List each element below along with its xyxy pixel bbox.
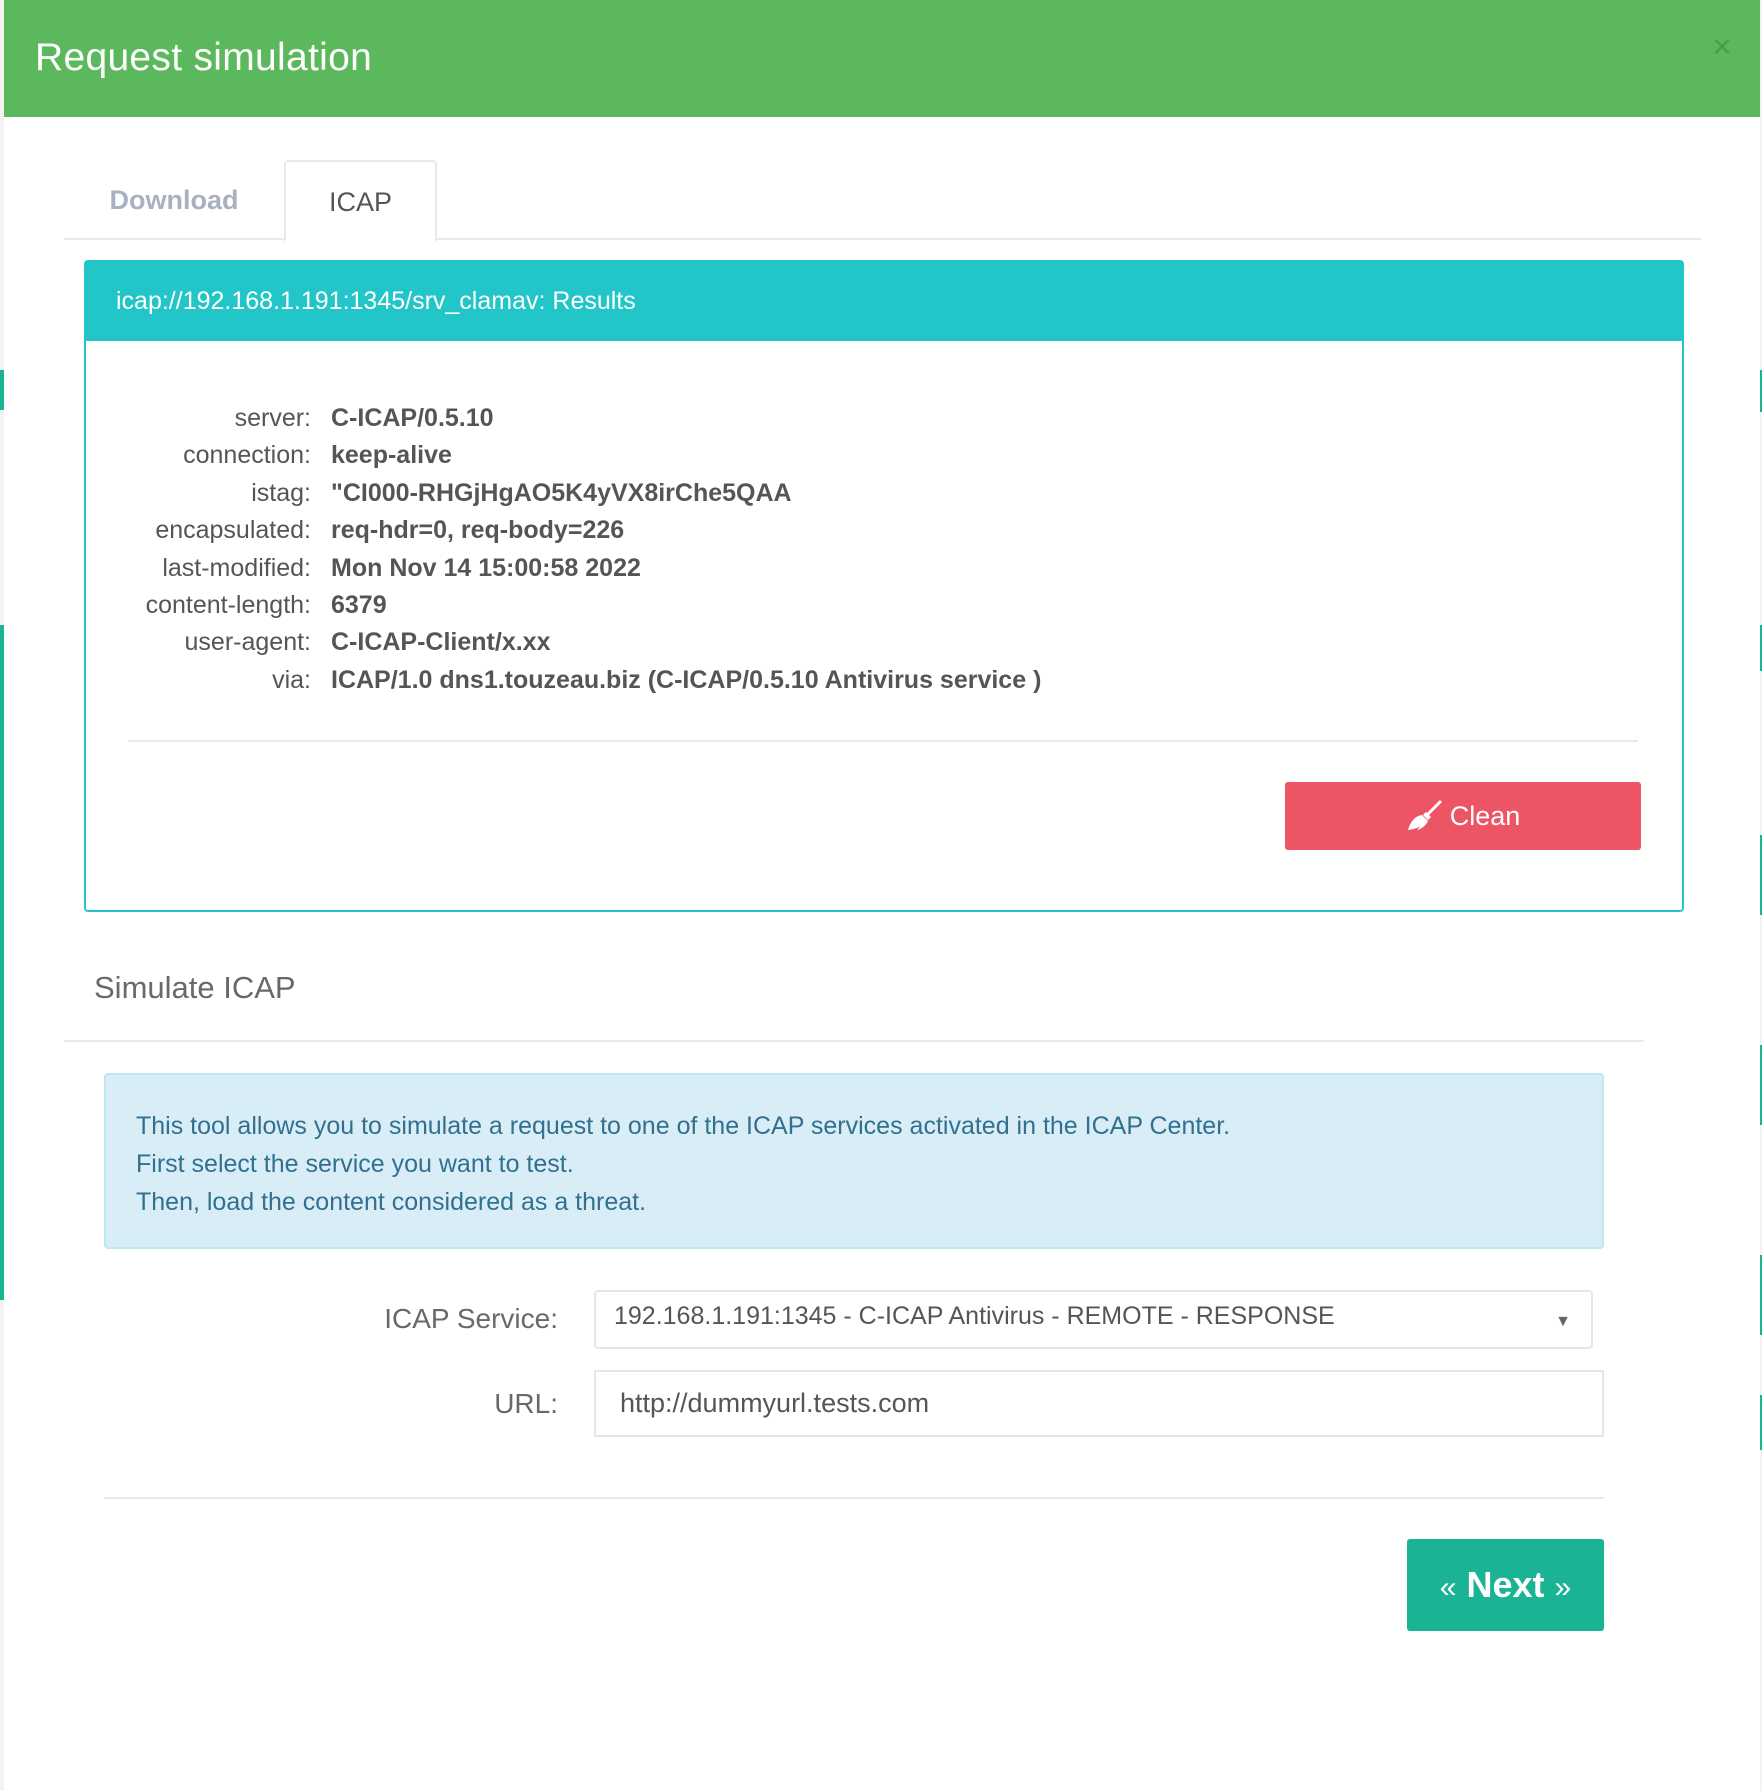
field-value: Mon Nov 14 15:00:58 2022 bbox=[331, 553, 641, 582]
field-value: C-ICAP-Client/x.xx bbox=[331, 628, 551, 657]
icap-service-selected-value: 192.168.1.191:1345 - C-ICAP Antivirus - REMOTE - RESPONSE bbox=[614, 1302, 1335, 1330]
modal-header bbox=[4, 0, 1760, 117]
field-key: last-modified: bbox=[162, 553, 311, 582]
icap-service-select[interactable] bbox=[594, 1290, 1593, 1349]
info-alert bbox=[104, 1073, 1604, 1249]
section-title: Simulate ICAP bbox=[94, 970, 296, 1005]
tab-download[interactable]: Download bbox=[109, 185, 239, 215]
clean-button[interactable] bbox=[1285, 782, 1641, 850]
field-value: "CI000-RHGjHgAO5K4yVX8irChe5QAA bbox=[331, 478, 792, 507]
field-key: user-agent: bbox=[184, 628, 311, 657]
icap-service-label: ICAP Service: bbox=[384, 1303, 558, 1334]
close-icon[interactable]: × bbox=[1712, 28, 1732, 66]
field-key: connection: bbox=[183, 441, 311, 470]
field-key: encapsulated: bbox=[155, 516, 311, 545]
field-value: 6379 bbox=[331, 590, 387, 619]
field-value: keep-alive bbox=[331, 441, 452, 470]
divider bbox=[128, 740, 1638, 742]
info-line: First select the service you want to test. bbox=[136, 1150, 574, 1178]
table-row bbox=[86, 475, 1086, 512]
divider bbox=[104, 1497, 1604, 1499]
tab-icap[interactable]: ICAP bbox=[284, 160, 437, 242]
field-value: C-ICAP/0.5.10 bbox=[331, 404, 494, 432]
field-key: via: bbox=[272, 665, 311, 694]
url-label: URL: bbox=[494, 1388, 558, 1419]
next-left-quote: « bbox=[1439, 1571, 1457, 1604]
clean-button-label: Clean bbox=[1449, 800, 1521, 831]
next-button-label: Next bbox=[1466, 1564, 1545, 1605]
field-key: istag: bbox=[251, 478, 311, 507]
table-row bbox=[86, 662, 1086, 699]
table-row bbox=[86, 624, 1086, 661]
modal-title: Request simulation bbox=[35, 36, 373, 79]
request-simulation-modal bbox=[4, 0, 1760, 1791]
field-value: req-hdr=0, req-body=226 bbox=[331, 516, 625, 545]
field-value: ICAP/1.0 dns1.touzeau.biz (C-ICAP/0.5.10 Antivirus service ) bbox=[331, 665, 1042, 694]
field-key: content-length: bbox=[145, 590, 311, 619]
table-row bbox=[86, 587, 1086, 624]
table-row bbox=[86, 437, 1086, 474]
url-input[interactable] bbox=[594, 1370, 1604, 1437]
table-row bbox=[86, 550, 1086, 587]
info-line: Then, load the content considered as a threat. bbox=[136, 1188, 647, 1216]
divider bbox=[64, 1040, 1644, 1042]
results-panel bbox=[84, 260, 1684, 912]
field-key: server: bbox=[234, 404, 311, 432]
next-right-quote: » bbox=[1554, 1571, 1572, 1604]
next-button[interactable] bbox=[1407, 1539, 1604, 1631]
table-row bbox=[86, 512, 1086, 549]
results-table bbox=[86, 400, 1086, 699]
info-line: This tool allows you to simulate a request to one of the ICAP services activated in the ICAP Center. bbox=[136, 1112, 1231, 1140]
broom-icon bbox=[1406, 800, 1442, 832]
table-row bbox=[86, 400, 1086, 437]
results-heading: icap://192.168.1.191:1345/srv_clamav: Results bbox=[86, 262, 1682, 341]
dropdown-arrow-icon: ▼ bbox=[1555, 1313, 1571, 1330]
tab-bar bbox=[64, 160, 1701, 240]
